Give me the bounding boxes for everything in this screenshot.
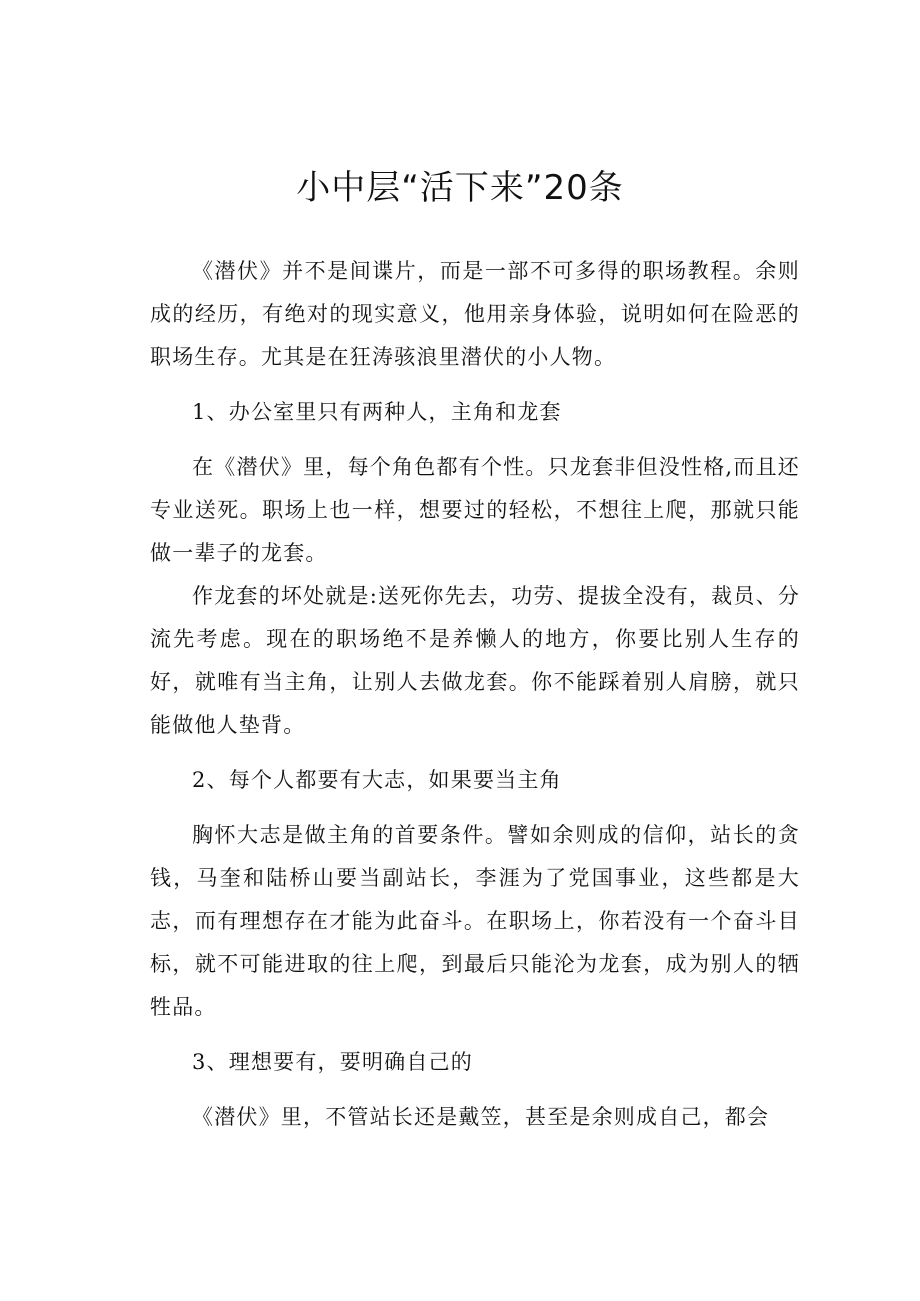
section-heading-3: 3、理想要有，要明确自己的 — [192, 1050, 473, 1074]
section-1-paragraph-1: 在《潜伏》里，每个角色都有个性。只龙套非但没性格,而且还专业送死。职场上也一样，想要过的轻松，不想往上爬，那就只能做一辈子的龙套。 — [150, 455, 800, 565]
document-body — [150, 250, 800, 1139]
section-2-paragraph-1: 胸怀大志是做主角的首要条件。譬如余则成的信仰，站长的贪钱，马奎和陆桥山要当副站长，李涯为了党国事业，这些都是大志，而有理想存在才能为此奋斗。在职场上，你若没有一个奋斗目标，就不可能进取的往上爬，到最后只能沦为龙套，成为别人的牺牲品。 — [150, 823, 800, 1019]
page-title: 小中层“活下来”20条 — [296, 168, 624, 208]
intro-paragraph: 《潜伏》并不是间谍片，而是一部不可多得的职场教程。余则成的经历，有绝对的现实意义，他用亲身体验，说明如何在险恶的职场生存。尤其是在狂涛骇浪里潜伏的小人物。 — [150, 259, 800, 369]
section-heading-2: 2、每个人都要有大志，如果要当主角 — [192, 768, 562, 792]
section-3-paragraph-1: 《潜伏》里，不管站长还是戴笠，甚至是余则成自己，都会 — [192, 1105, 770, 1129]
section-1-paragraph-2: 作龙套的坏处就是:送死你先去，功劳、提拔全没有，裁员、分流先考虑。现在的职场绝不是养懒人的地方，你要比别人生存的好，就唯有当主角，让别人去做龙套。你不能踩着别人肩膀，就只能做他人垫背。 — [150, 584, 800, 737]
section-heading-1: 1、办公室里只有两种人，主角和龙套 — [192, 400, 562, 424]
